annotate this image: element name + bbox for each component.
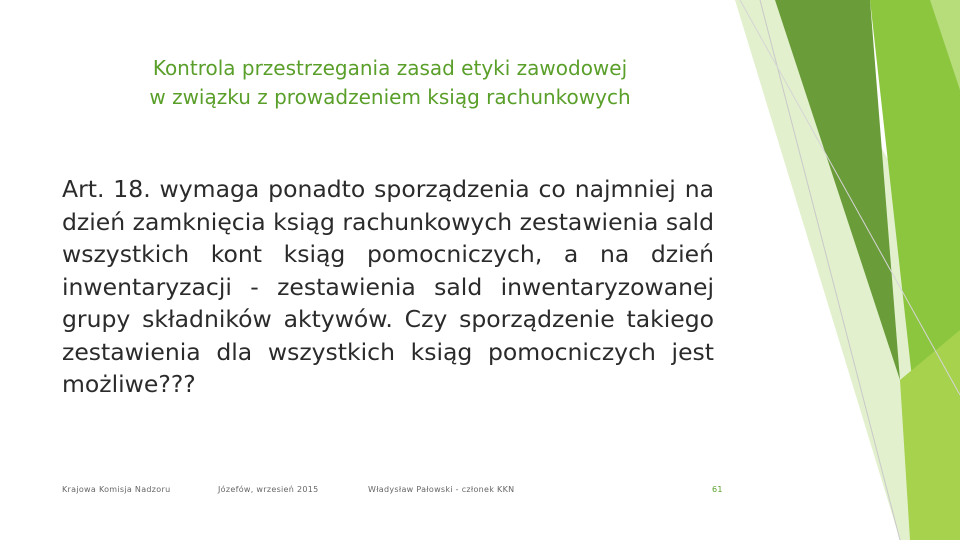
title-line-2: w związku z prowadzeniem ksiąg rachunkowych [149, 85, 631, 109]
footer-place-date: Józefów, wrzesień 2015 [218, 485, 319, 494]
page-number: 61 [712, 485, 723, 494]
slide-body-text: Art. 18. wymaga ponadto sporządzenia co najmniej na dzień zamknięcia ksiąg rachunkowych zestawienia sald wszystkich kont ksiąg pomocniczych, a na dzień inwentaryzacji - zestawienia sald inwentaryzowanej grupy składników aktywów. Czy sporządzenie takiego zestawienia dla wszystkich ksiąg pomocniczych jest możliwe??? [62, 175, 714, 398]
slide-title [100, 54, 680, 112]
footer-organization: Krajowa Komisja Nadzoru [62, 485, 171, 494]
footer-author: Władysław Pałowski - członek KKN [368, 485, 515, 494]
title-line-1: Kontrola przestrzegania zasad etyki zawodowej [152, 56, 628, 80]
